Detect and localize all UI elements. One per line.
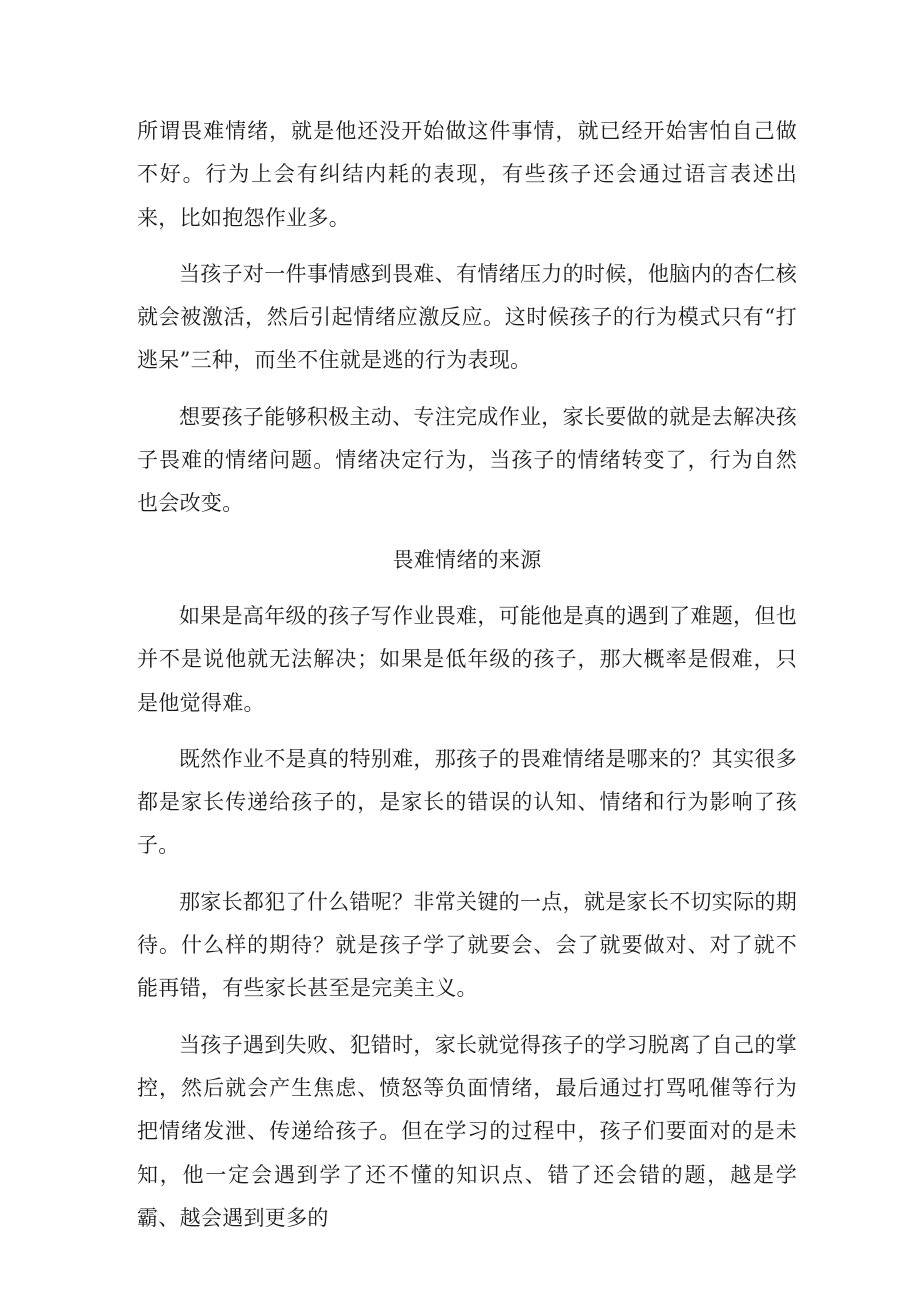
paragraph-2: 当孩子对一件事情感到畏难、有情绪压力的时候，他脑内的杏仁核就会被激活，然后引起情绪应激反应。这时候孩子的行为模式只有“打逃呆”三种，而坐不住就是逃的行为表现。 [137,261,797,373]
section-heading: 畏难情绪的来源 [392,547,542,572]
paragraph-4: 如果是高年级的孩子写作业畏难，可能他是真的遇到了难题，但也并不是说他就无法解决；如果是低年级的孩子，那大概率是假难，只是他觉得难。 [137,603,797,715]
document-body [137,110,797,1253]
paragraph-7: 当孩子遇到失败、犯错时，家长就觉得孩子的学习脱离了自己的掌控，然后就会产生焦虑、愤怒等负面情绪，最后通过打骂吼催等行为把情绪发泄、传递给孩子。但在学习的过程中，孩子们要面对的是未知，他一定会遇到学了还不懂的知识点、错了还会错的题，越是学霸、越会遇到更多的 [137,1032,797,1230]
paragraph-6: 那家长都犯了什么错呢？非常关键的一点，就是家长不切实际的期待。什么样的期待？就是孩子学了就要会、会了就要做对、对了就不能再错，有些家长甚至是完美主义。 [137,889,797,1001]
paragraph-3: 想要孩子能够积极主动、专注完成作业，家长要做的就是去解决孩子畏难的情绪问题。情绪决定行为，当孩子的情绪转变了，行为自然也会改变。 [137,404,797,516]
paragraph-5: 既然作业不是真的特别难，那孩子的畏难情绪是哪来的？其实很多都是家长传递给孩子的，是家长的错误的认知、情绪和行为影响了孩子。 [137,746,797,858]
paragraph-1: 所谓畏难情绪，就是他还没开始做这件事情，就已经开始害怕自己做不好。行为上会有纠结内耗的表现，有些孩子还会通过语言表述出来，比如抱怨作业多。 [137,119,797,230]
